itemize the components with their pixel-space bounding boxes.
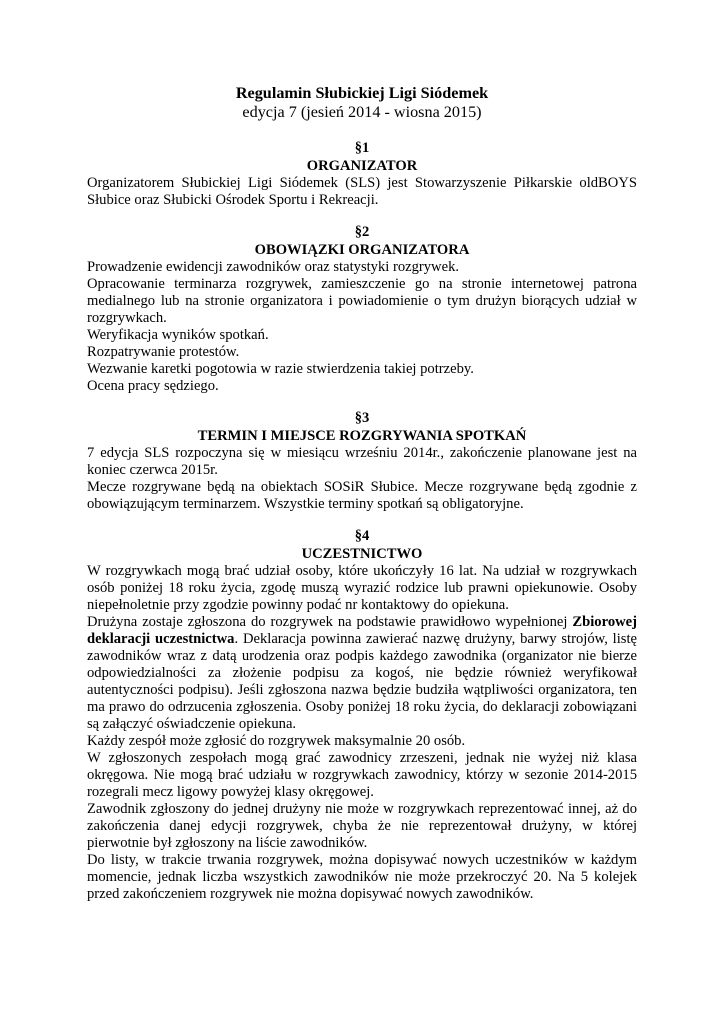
section-4 — [87, 528, 637, 903]
section-number: §1 — [354, 140, 370, 156]
section-number: §4 — [354, 528, 370, 544]
section-heading: UCZESTNICTWO — [301, 546, 423, 562]
declaration-text-before: Drużyna zostaje zgłoszona do rozgrywek na podstawie prawidłowo wypełnionej — [87, 614, 573, 630]
section-heading: ORGANIZATOR — [306, 158, 418, 174]
declaration-text-after: . Deklaracja powinna zawierać nazwę drużyny, barwy strojów, listę zawodników wraz z datą urodzenia oraz podpis każdego zawodnika (organizator nie bierze odpowiedzialności za złożenie podpisu za kogoś, nie będzie również weryfikował autentyczności podpisu). Jeśli zgłoszona nazwa będzie budziła wątpliwości organizatora, ten ma prawo do odrzucenia zgłoszenia. Osoby poniżej 18 roku życia, do deklaracji zobowiązani są załączyć oświadczenie opiekuna. — [87, 631, 637, 732]
section-paragraph: Weryfikacja wyników spotkań. — [87, 327, 269, 343]
section-paragraph: Do listy, w trakcie trwania rozgrywek, można dopisywać nowych uczestników w każdym momencie, jednak liczba wszystkich zawodników nie może przekroczyć 20. Na 5 kolejek przed zakończeniem rozgrywek nie można dopisywać nowych zawodników. — [87, 852, 637, 902]
section-paragraph: Rozpatrywanie protestów. — [87, 344, 240, 360]
section-number: §3 — [354, 410, 370, 426]
section-number: §2 — [354, 224, 370, 240]
document-subtitle: edycja 7 (jesień 2014 - wiosna 2015) — [242, 103, 482, 121]
section-paragraph: Organizatorem Słubickiej Ligi Siódemek (SLS) jest Stowarzyszenie Piłkarskie oldBOYS Słubice oraz Słubicki Ośrodek Sportu i Rekreacji. — [87, 175, 637, 208]
declaration-form-name: Zbiorowej deklaracji uczestnictwa — [87, 614, 637, 647]
document-page — [87, 84, 637, 918]
section-paragraph: 7 edycja SLS rozpoczyna się w miesiącu wrześniu 2014r., zakończenie planowane jest na koniec czerwca 2015r. — [87, 445, 637, 478]
section-paragraph: W zgłoszonych zespołach mogą grać zawodnicy zrzeszeni, jednak nie wyżej niż klasa okręgowa. Nie mogą brać udziału w rozgrywkach zawodnicy, którzy w sezonie 2014-2015 rozegrali mecz ligowy powyżej klasy okręgowej. — [87, 750, 637, 800]
section-paragraph: Wezwanie karetki pogotowia w razie stwierdzenia takiej potrzeby. — [87, 361, 474, 377]
document-title: Regulamin Słubickiej Ligi Siódemek — [235, 84, 489, 102]
section-1 — [87, 140, 637, 209]
section-paragraph: Prowadzenie ewidencji zawodników oraz statystyki rozgrywek. — [87, 259, 460, 275]
section-paragraph: Ocena pracy sędziego. — [87, 378, 219, 394]
section-heading: TERMIN I MIEJSCE ROZGRYWANIA SPOTKAŃ — [197, 428, 527, 444]
section-paragraph: Zawodnik zgłoszony do jednej drużyny nie może w rozgrywkach reprezentować innej, aż do zakończenia danej edycji rozgrywek, chyba że nie reprezentował drużyny, w której pierwotnie był zgłoszony na liście zawodników. — [87, 801, 637, 851]
section-heading: OBOWIĄZKI ORGANIZATORA — [254, 242, 470, 258]
section-paragraph: W rozgrywkach mogą brać udział osoby, które ukończyły 16 lat. Na udział w rozgrywkach osób poniżej 18 roku życia, zgodę muszą wyrazić rodzice lub prawni opiekunowie. Osoby niepełnoletnie przy zgodzie powinny podać nr kontaktowy do opiekuna. — [87, 563, 637, 613]
section-paragraph: Opracowanie terminarza rozgrywek, zamieszczenie go na stronie internetowej patrona medialnego lub na stronie organizatora i powiadomienie o tym drużyn biorących udział w rozgrywkach. — [87, 276, 637, 326]
section-3 — [87, 410, 637, 513]
section-paragraph: Każdy zespół może zgłosić do rozgrywek maksymalnie 20 osób. — [87, 733, 466, 749]
declaration-paragraph — [87, 614, 637, 733]
section-paragraph: Mecze rozgrywane będą na obiektach SOSiR Słubice. Mecze rozgrywane będą zgodnie z obowiązującym terminarzem. Wszystkie terminy spotkań są obligatoryjne. — [87, 479, 637, 512]
section-2 — [87, 224, 637, 395]
